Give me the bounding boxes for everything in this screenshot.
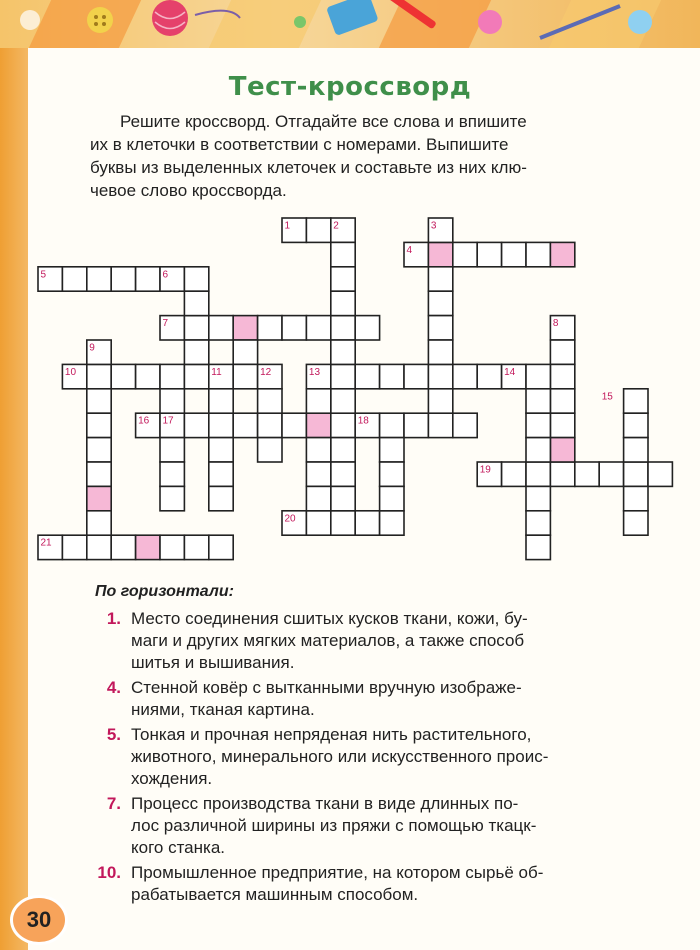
crossword-cell[interactable] (575, 462, 599, 486)
crossword-cell[interactable] (87, 511, 111, 535)
crossword-cell[interactable] (526, 364, 550, 388)
crossword-cell[interactable] (380, 413, 404, 437)
crossword-cell[interactable] (331, 413, 355, 437)
page-title: Тест-кроссворд (228, 72, 472, 102)
crossword-cell[interactable] (184, 364, 208, 388)
crossword-cell[interactable] (184, 535, 208, 559)
crossword-cell[interactable] (526, 389, 550, 413)
crossword-cell[interactable] (502, 462, 526, 486)
crossword-cell[interactable] (428, 389, 452, 413)
crossword-cell[interactable] (648, 462, 672, 486)
crossword-cell[interactable] (550, 413, 574, 437)
crossword-cell[interactable] (380, 462, 404, 486)
crossword-cell[interactable] (331, 267, 355, 291)
clue-line: Процесс производства ткани в виде длинных по- (131, 794, 519, 813)
clue-line: кого станка. (131, 838, 226, 857)
clue-line: ниями, тканая картина. (131, 700, 315, 719)
crossword-cell[interactable] (331, 364, 355, 388)
crossword-highlight-cell[interactable] (428, 242, 452, 266)
crossword-clue-number: 1 (284, 220, 291, 232)
crossword-cell[interactable] (87, 389, 111, 413)
crossword-cell[interactable] (550, 340, 574, 364)
crossword-cell[interactable] (453, 242, 477, 266)
crossword-cell[interactable] (87, 535, 111, 559)
crossword-cell[interactable] (306, 486, 330, 510)
crossword-cell[interactable] (209, 389, 233, 413)
crossword-cell[interactable] (380, 438, 404, 462)
crossword-cell[interactable] (62, 267, 86, 291)
clue-line: Промышленное предприятие, на котором сырьё об- (131, 863, 544, 882)
crossword-cell[interactable] (87, 413, 111, 437)
crossword-cell[interactable] (306, 462, 330, 486)
crossword-cell[interactable] (428, 340, 452, 364)
crossword-highlight-cell[interactable] (306, 413, 330, 437)
crossword-clue-number: 8 (552, 318, 559, 330)
crossword-cell[interactable] (160, 389, 184, 413)
clue-item (95, 608, 665, 674)
crossword-cell[interactable] (624, 438, 648, 462)
crossword-highlight-cell[interactable] (136, 535, 160, 559)
crossword-cell[interactable] (526, 438, 550, 462)
instructions-line: Решите кроссворд. Отгадайте все слова и впишите (120, 112, 527, 131)
crossword-cell[interactable] (87, 438, 111, 462)
clue-item (95, 862, 665, 906)
crossword-cell[interactable] (111, 364, 135, 388)
page-number: 30 (10, 895, 68, 945)
crossword-cell[interactable] (184, 267, 208, 291)
crossword-cell[interactable] (550, 462, 574, 486)
crossword-cell[interactable] (111, 267, 135, 291)
crossword-cell[interactable] (428, 413, 452, 437)
crossword-cell[interactable] (160, 535, 184, 559)
crossword-cell[interactable] (160, 438, 184, 462)
crossword-cell[interactable] (624, 511, 648, 535)
crossword-cell[interactable] (331, 242, 355, 266)
crossword-cell[interactable] (233, 364, 257, 388)
crossword-clue-number: 14 (504, 366, 516, 378)
crossword-cell[interactable] (624, 486, 648, 510)
crossword-cell[interactable] (624, 389, 648, 413)
crossword-clue-number: 2 (333, 220, 339, 232)
crossword-clue-number: 9 (89, 342, 95, 354)
crossword-cell[interactable] (258, 413, 282, 437)
crossword-cell[interactable] (428, 364, 452, 388)
crossword-cell[interactable] (526, 462, 550, 486)
crossword-cell[interactable] (477, 364, 501, 388)
crossword-cell[interactable] (306, 316, 330, 340)
crossword-highlight-cell[interactable] (233, 316, 257, 340)
clue-line: лос различной ширины из пряжи с помощью ткацк- (131, 816, 537, 835)
crossword-cell[interactable] (355, 511, 379, 535)
instructions-line: буквы из выделенных клеточек и составьте из них клю- (90, 158, 527, 177)
crossword-cell[interactable] (331, 389, 355, 413)
section-title-horizontal: По горизонтали: (95, 583, 234, 600)
clue-line: Тонкая и прочная непряденая нить растительного, (131, 725, 532, 744)
crossword-cell[interactable] (282, 316, 306, 340)
clue-line: маги и других мягких материалов, а также способ (131, 631, 525, 650)
crossword-cell[interactable] (87, 462, 111, 486)
crossword-cell[interactable] (453, 413, 477, 437)
crossword-cell[interactable] (209, 486, 233, 510)
crossword-clue-number: 20 (284, 513, 296, 525)
crossword-cell[interactable] (453, 364, 477, 388)
crossword-cell[interactable] (87, 364, 111, 388)
clue-item (95, 677, 665, 721)
crossword-cell[interactable] (306, 218, 330, 242)
clue-number: 7. (106, 794, 121, 813)
crossword-cell[interactable] (136, 364, 160, 388)
clue-item (95, 724, 665, 790)
crossword-cell[interactable] (306, 389, 330, 413)
instructions-line: их в клеточки в соответствии с номерами. Выпишите (90, 135, 509, 154)
crossword-cell[interactable] (160, 486, 184, 510)
clue-line: животного, минерального или искусственного проис- (131, 747, 549, 766)
crossword-cell[interactable] (380, 511, 404, 535)
crossword-cell[interactable] (550, 364, 574, 388)
crossword-cell[interactable] (233, 340, 257, 364)
crossword-clue-number: 11 (211, 366, 222, 378)
crossword-cell[interactable] (209, 535, 233, 559)
crossword-cell[interactable] (209, 438, 233, 462)
crossword-cell[interactable] (331, 438, 355, 462)
crossword-clue-number: 21 (40, 537, 52, 549)
crossword-cell[interactable] (160, 462, 184, 486)
crossword-cell[interactable] (111, 535, 135, 559)
crossword-cell[interactable] (355, 316, 379, 340)
crossword-cell[interactable] (404, 413, 428, 437)
crossword-clue-number: 6 (162, 269, 169, 281)
crossword-cells (38, 218, 672, 560)
crossword-cell[interactable] (209, 413, 233, 437)
crossword-cell[interactable] (209, 316, 233, 340)
crossword-cell[interactable] (233, 413, 257, 437)
crossword-cell[interactable] (624, 413, 648, 437)
clue-list (95, 608, 665, 909)
crossword-cell[interactable] (380, 486, 404, 510)
crossword-cell[interactable] (331, 486, 355, 510)
clue-number: 5. (106, 725, 121, 744)
crossword-clue-number: 15 (601, 391, 613, 403)
clue-item (95, 793, 665, 859)
clue-line: шитья и вышивания. (131, 653, 295, 672)
crossword-cell[interactable] (282, 413, 306, 437)
crossword-clue-number: 16 (138, 415, 150, 427)
crossword-cell[interactable] (404, 364, 428, 388)
crossword-clue-number: 5 (40, 269, 47, 281)
crossword-cell[interactable] (550, 389, 574, 413)
crossword-highlight-cell[interactable] (550, 242, 574, 266)
crossword-clue-number: 18 (357, 415, 369, 427)
crossword-cell[interactable] (599, 462, 623, 486)
crossword-cell[interactable] (184, 316, 208, 340)
crossword-cell[interactable] (306, 511, 330, 535)
crossword-cell[interactable] (331, 316, 355, 340)
clue-line: рабатывается машинным способом. (131, 885, 419, 904)
crossword-cell[interactable] (136, 267, 160, 291)
crossword-cell[interactable] (526, 413, 550, 437)
crossword-cell[interactable] (428, 291, 452, 315)
crossword-clue-number: 17 (162, 415, 174, 427)
crossword-cell[interactable] (502, 242, 526, 266)
crossword-cell[interactable] (331, 462, 355, 486)
crossword-cell[interactable] (526, 511, 550, 535)
crossword-cell[interactable] (62, 535, 86, 559)
crossword-clue-number: 10 (64, 366, 77, 378)
crossword-cell[interactable] (258, 438, 282, 462)
crossword-cell[interactable] (209, 462, 233, 486)
crossword-cell[interactable] (477, 242, 501, 266)
crossword-clue-number: 7 (162, 318, 169, 330)
clue-number: 1. (106, 609, 121, 628)
clue-line: Стенной ковёр с вытканными вручную изображе- (131, 678, 522, 697)
crossword-cell[interactable] (331, 291, 355, 315)
crossword-cell[interactable] (331, 340, 355, 364)
crossword-clue-number: 13 (308, 366, 321, 378)
crossword-cell[interactable] (184, 340, 208, 364)
crossword-cell[interactable] (258, 316, 282, 340)
crossword-cell[interactable] (380, 364, 404, 388)
crossword-cell[interactable] (355, 364, 379, 388)
crossword-cell[interactable] (184, 413, 208, 437)
crossword-highlight-cell[interactable] (87, 486, 111, 510)
crossword-cell[interactable] (428, 267, 452, 291)
crossword-clue-number: 3 (430, 220, 437, 232)
clue-line: хождения. (131, 769, 213, 788)
crossword-highlight-cell[interactable] (550, 438, 574, 462)
crossword-cell[interactable] (526, 535, 550, 559)
crossword-cell[interactable] (526, 242, 550, 266)
crossword-cell[interactable] (428, 316, 452, 340)
crossword-cell[interactable] (160, 364, 184, 388)
crossword-clue-number: 4 (406, 244, 413, 256)
crossword-clue-number: 19 (479, 464, 491, 476)
crossword-cell[interactable] (624, 462, 648, 486)
crossword-cell[interactable] (306, 438, 330, 462)
crossword-cell[interactable] (526, 486, 550, 510)
crossword-cell[interactable] (331, 511, 355, 535)
clue-number: 10. (97, 863, 121, 882)
crossword-cell[interactable] (258, 389, 282, 413)
crossword-cell[interactable] (87, 267, 111, 291)
instructions-line: чевое слово кроссворда. (90, 181, 287, 200)
clue-line: Место соединения сшитых кусков ткани, кожи, бу- (131, 609, 528, 628)
crossword-clue-number: 12 (260, 366, 272, 378)
clue-number: 4. (106, 678, 121, 697)
crossword-cell[interactable] (184, 291, 208, 315)
